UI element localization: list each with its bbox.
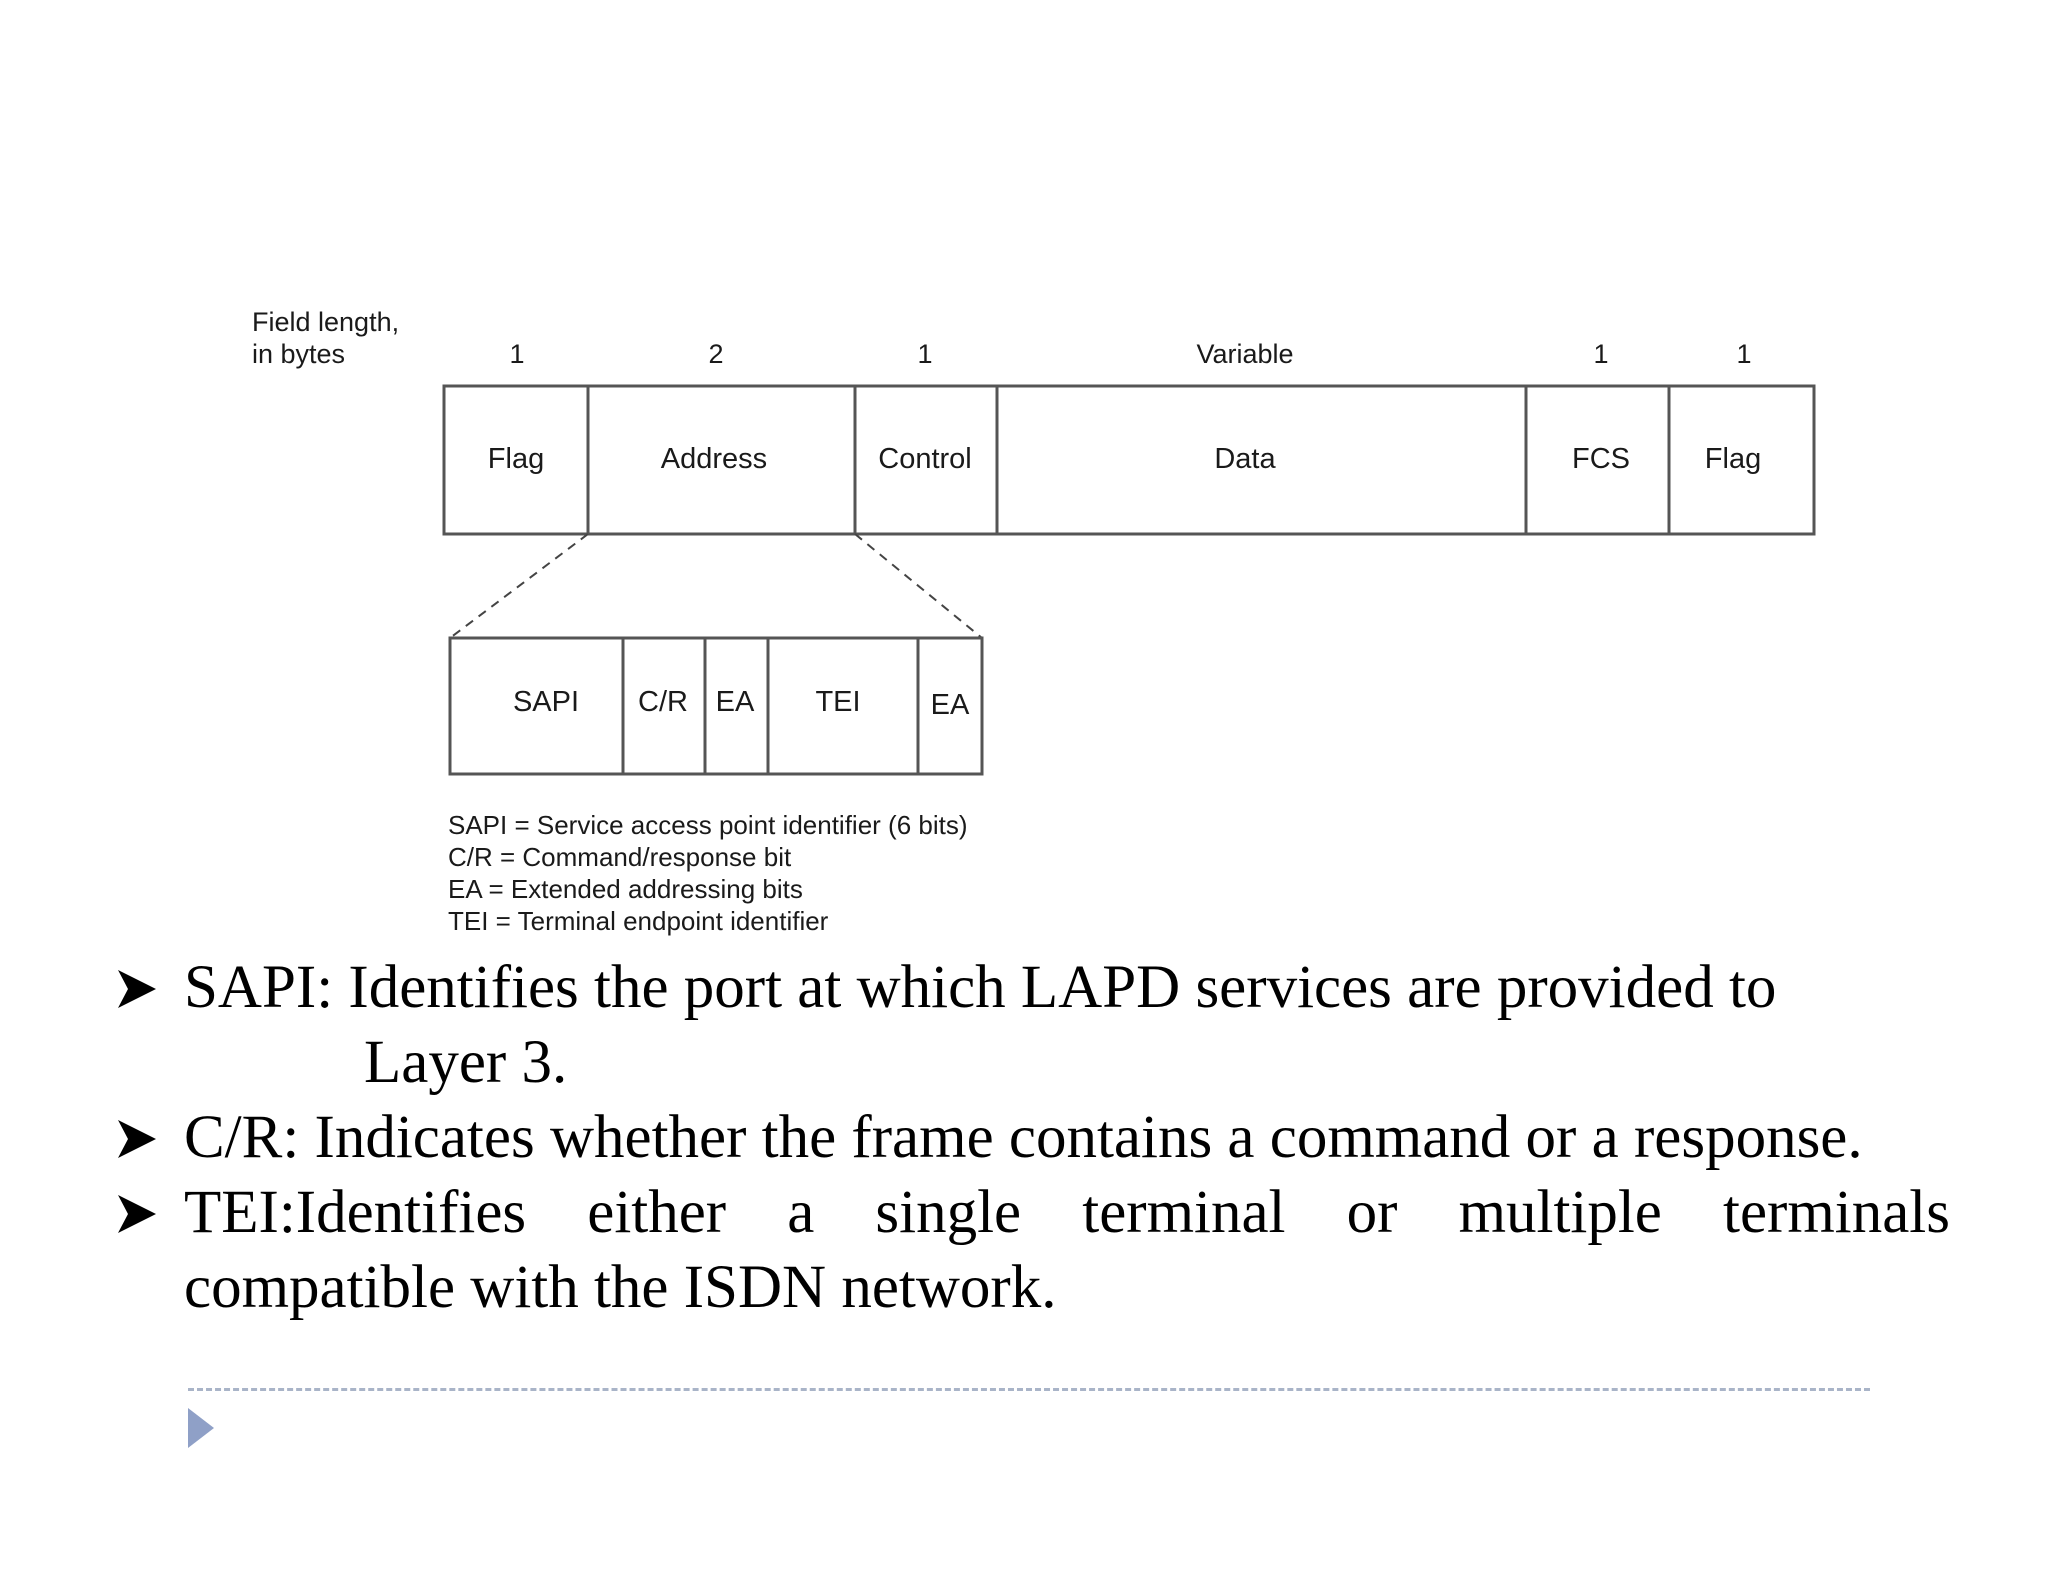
field-flag-2: Flag <box>1704 443 1762 475</box>
footer-divider <box>188 1388 1870 1391</box>
subfield-ea: EA <box>715 686 755 718</box>
next-slide-icon[interactable] <box>188 1408 214 1448</box>
word: terminals <box>1723 1179 1950 1246</box>
legend-ea: EA = Extended addressing bits <box>448 874 803 904</box>
length-control: 1 <box>917 339 933 369</box>
length-flag-2: 1 <box>1736 339 1752 369</box>
word: or <box>1346 1179 1398 1246</box>
field-address: Address <box>660 443 768 475</box>
subfield-tei: TEI <box>815 686 861 718</box>
word: terminal <box>1082 1179 1286 1246</box>
field-fcs: FCS <box>1572 443 1630 475</box>
legend-tei: TEI = Terminal endpoint identifier <box>448 906 829 936</box>
bullet-list <box>110 950 1950 1325</box>
field-data: Data <box>1214 443 1276 475</box>
arrow-bullet-icon <box>110 1175 170 1250</box>
arrow-bullet-icon <box>110 1100 170 1175</box>
bullet-tei <box>110 1175 1950 1325</box>
bullet-cr-line1: C/R: Indicates whether the frame contains a command or a response. <box>184 1104 1863 1171</box>
bullet-sapi <box>110 950 1950 1100</box>
length-address: 2 <box>708 339 724 369</box>
subfield-cr: C/R <box>638 686 688 718</box>
bullet-sapi-line2: Layer 3. <box>364 1029 568 1096</box>
bullet-tei-line1 <box>184 1175 1950 1250</box>
bullet-cr <box>110 1100 1950 1175</box>
word: a <box>787 1179 815 1246</box>
field-length-label-line2: in bytes <box>252 339 346 369</box>
arrow-bullet-icon <box>110 950 170 1025</box>
legend-cr: C/R = Command/response bit <box>448 842 792 872</box>
field-length-label-line1: Field length, <box>252 307 400 337</box>
field-control: Control <box>878 443 972 475</box>
expansion-line-right <box>855 534 982 638</box>
length-fcs: 1 <box>1593 339 1609 369</box>
legend-sapi: SAPI = Service access point identifier (6 bits) <box>448 810 968 840</box>
word: multiple <box>1458 1179 1662 1246</box>
length-data: Variable <box>1196 339 1294 369</box>
subfield-sapi: SAPI <box>512 686 580 718</box>
word: either <box>587 1179 727 1246</box>
length-flag: 1 <box>509 339 525 369</box>
subfield-ea-2: EA <box>930 689 970 721</box>
word: single <box>875 1179 1022 1246</box>
bullet-sapi-line1: SAPI: Identifies the port at which LAPD services are provided to <box>184 954 1777 1021</box>
expansion-line-left <box>450 534 588 638</box>
field-flag: Flag <box>487 443 545 475</box>
bullet-tei-line2: compatible with the ISDN network. <box>184 1254 1057 1321</box>
word: TEI:Identifies <box>184 1179 527 1246</box>
